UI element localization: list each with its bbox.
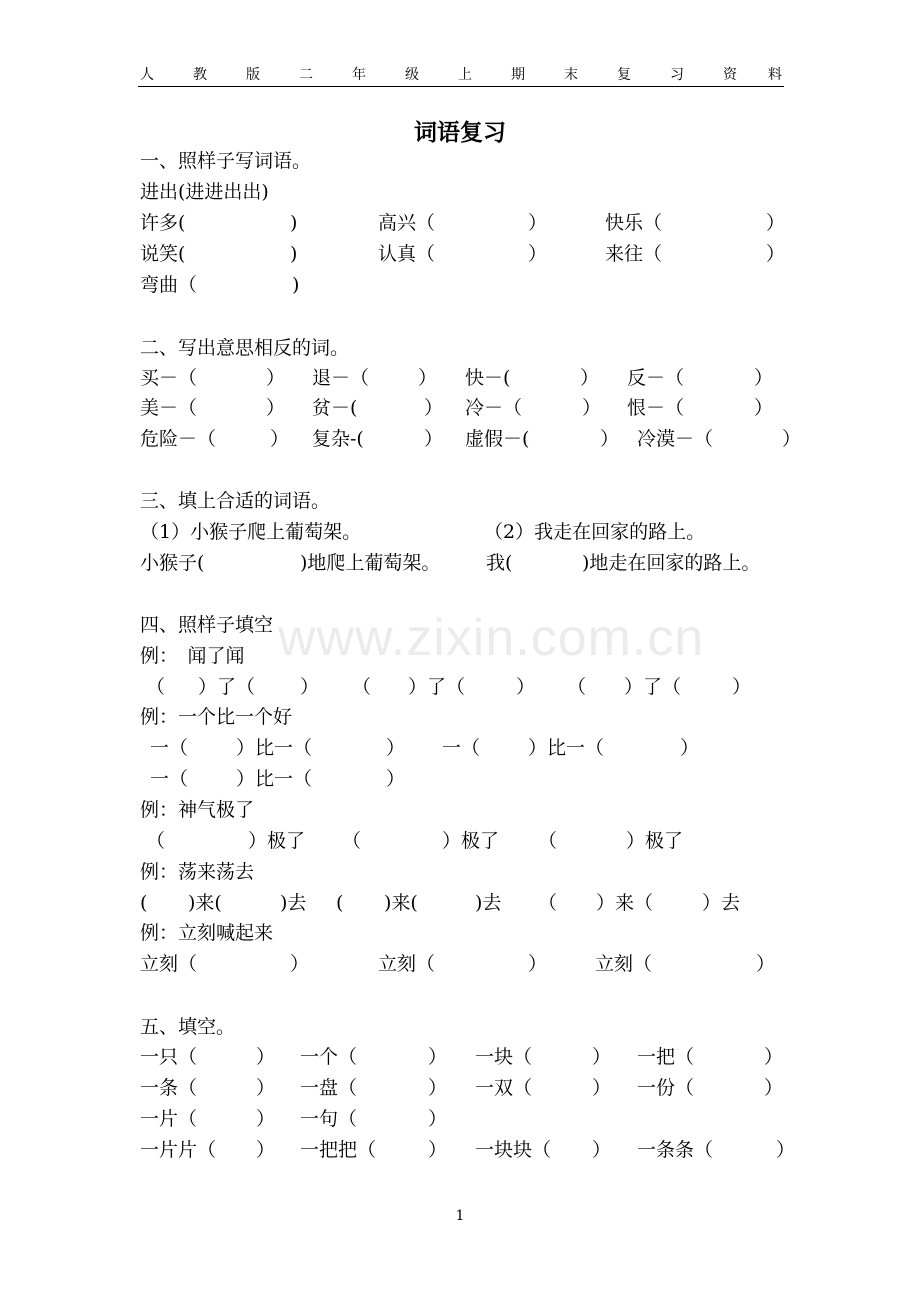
prompt: 一片片（ [140,1139,217,1161]
blank-close: ） [592,1077,612,1099]
blank-close: ） [256,1046,276,1068]
blank-joint: ）比一（ [236,737,313,759]
prompt: 一块块（ [475,1139,552,1161]
blank-close: ） [600,428,620,450]
blank-close: ） [266,397,286,419]
header-char: 上 [458,67,472,83]
watermark: www.zixin.com.cn [278,609,705,667]
blank-open: ( [140,892,148,914]
blank-open: ( [336,892,344,914]
header-char: 教 [193,67,207,83]
prompt: 小猴子( [140,552,205,574]
blank-close: ） [592,1139,612,1161]
section-4-heading: 四、照样子填空 [140,614,274,636]
blank-joint: ）了（ [198,676,256,698]
header-char: 期 [511,67,525,83]
prompt: 我( [486,552,513,574]
blank-close: ） [256,1139,276,1161]
prompt: 一份（ [637,1077,695,1099]
prompt: 一（ [150,768,189,790]
prompt: 恨－（ [627,397,685,419]
prompt: 高兴（ [378,212,436,234]
running-header [138,64,784,87]
header-char: 资 [723,67,737,83]
prompt: 退－（ [312,367,370,389]
prompt: 一盘（ [300,1077,358,1099]
blank-close: ) [290,243,298,265]
blank-close: ） [528,243,548,265]
section-4-example-4: 例：荡来荡去 [140,861,255,883]
prompt: 一（ [442,737,481,759]
blank-close: ) [290,212,298,234]
section-4-example-3: 例：神气极了 [140,799,255,821]
prompt: 快－( [465,367,511,389]
header-char: 人 [140,67,154,83]
section-3-question-1: （1）小猴子爬上葡萄架。 [140,521,362,543]
prompt: 一把把（ [300,1139,377,1161]
blank-close: ） [256,1108,276,1130]
prompt: 买－（ [140,367,198,389]
blank-joint: ）比一（ [236,768,313,790]
blank-close: ） [756,953,776,975]
prompt: 反－（ [627,367,685,389]
prompt: 许多( [140,212,186,234]
blank-close: ） [754,367,774,389]
blank-open: （ [146,830,166,852]
section-4-example-1: 例： 闻了闻 [140,645,245,667]
header-char: 二 [299,67,313,83]
blank-close: ）极了 [442,830,500,852]
header-char: 复 [617,67,631,83]
prompt: 说笑( [140,243,186,265]
prompt: 弯曲（ [140,274,198,296]
prompt: 一块（ [475,1046,533,1068]
section-3-heading: 三、填上合适的词语。 [140,490,331,512]
blank-close: ） [776,1139,796,1161]
blank-close: ） [580,367,600,389]
section-2-heading: 二、写出意思相反的词。 [140,337,350,359]
prompt: 一条条（ [637,1139,714,1161]
blank-close: ）去 [702,892,741,914]
prompt: 冷－（ [465,397,523,419]
prompt-end: )地爬上葡萄架。 [300,552,441,574]
blank-open: （ [342,830,362,852]
blank-close: ） [528,212,548,234]
prompt: 一句（ [300,1108,358,1130]
prompt-end: )地走在回家的路上。 [582,552,761,574]
blank-open: （ [538,892,558,914]
blank-close: )去 [280,892,307,914]
prompt: 危险－（ [140,428,217,450]
prompt: 一个（ [300,1046,358,1068]
section-4-example-5: 例：立刻喊起来 [140,922,274,944]
section-1-example: 进出(进进出出) [140,181,269,203]
blank-close: ） [516,676,536,698]
blank-close: ） [270,428,290,450]
blank-close: ） [764,1077,784,1099]
prompt: 贫－( [312,397,358,419]
blank-close: ） [266,367,286,389]
section-5-heading: 五、填空。 [140,1016,236,1038]
header-char: 年 [352,67,366,83]
blank-close: ） [680,737,700,759]
blank-close: ） [428,1139,448,1161]
prompt: 一条（ [140,1077,198,1099]
blank-close: ） [732,676,752,698]
prompt: 虚假－( [465,428,530,450]
blank-close: ） [528,953,548,975]
blank-close: ）极了 [248,830,306,852]
header-char: 版 [246,67,260,83]
prompt: 一把（ [637,1046,695,1068]
blank-joint: ）来（ [596,892,654,914]
prompt: 一双（ [475,1077,533,1099]
prompt: 一只（ [140,1046,198,1068]
blank-close: ） [424,428,444,450]
prompt: 立刻（ [140,953,198,975]
blank-open: （ [538,830,558,852]
section-1-heading: 一、照样子写词语。 [140,150,312,172]
blank-close: ） [428,1077,448,1099]
prompt: 一片（ [140,1108,198,1130]
blank-close: ） [428,1046,448,1068]
prompt: 美－（ [140,397,198,419]
blank-close: ） [754,397,774,419]
blank-open: （ [352,676,372,698]
prompt: 立刻（ [378,953,436,975]
blank-close: ） [424,397,444,419]
blank-close: ） [428,1108,448,1130]
blank-close: ） [766,212,786,234]
blank-close: ） [782,428,802,450]
blank-close: ） [764,1046,784,1068]
blank-joint: ）比一（ [528,737,605,759]
blank-close: ） [766,243,786,265]
blank-close: ） [386,737,406,759]
prompt: 来往（ [605,243,663,265]
header-char: 料 [768,67,782,83]
blank-joint: ）了（ [408,676,466,698]
blank-open: （ [146,676,166,698]
prompt: 立刻（ [595,953,653,975]
header-char: 末 [564,67,578,83]
blank-close: ） [386,768,406,790]
header-char: 习 [670,67,684,83]
prompt: 快乐（ [605,212,663,234]
page-number: 1 [455,1208,465,1224]
blank-close: ) [292,274,300,296]
blank-close: ） [592,1046,612,1068]
blank-joint: )来( [384,892,418,914]
blank-close: ） [582,397,602,419]
section-4-example-2: 例：一个比一个好 [140,706,293,728]
prompt: 认真（ [378,243,436,265]
prompt: 冷漠－（ [637,428,714,450]
blank-close: ） [300,676,320,698]
prompt: 一（ [150,737,189,759]
page-title: 词语复习 [414,119,506,146]
prompt: 复杂-( [312,428,364,450]
section-3-question-2: （2）我走在回家的路上。 [484,521,706,543]
header-char: 级 [405,67,419,83]
blank-close: ） [290,953,310,975]
blank-joint: )来( [188,892,222,914]
blank-close: )去 [475,892,502,914]
blank-joint: ）了（ [624,676,682,698]
blank-close: ）极了 [626,830,684,852]
blank-close: ） [256,1077,276,1099]
blank-close: ） [418,367,438,389]
blank-open: （ [567,676,587,698]
